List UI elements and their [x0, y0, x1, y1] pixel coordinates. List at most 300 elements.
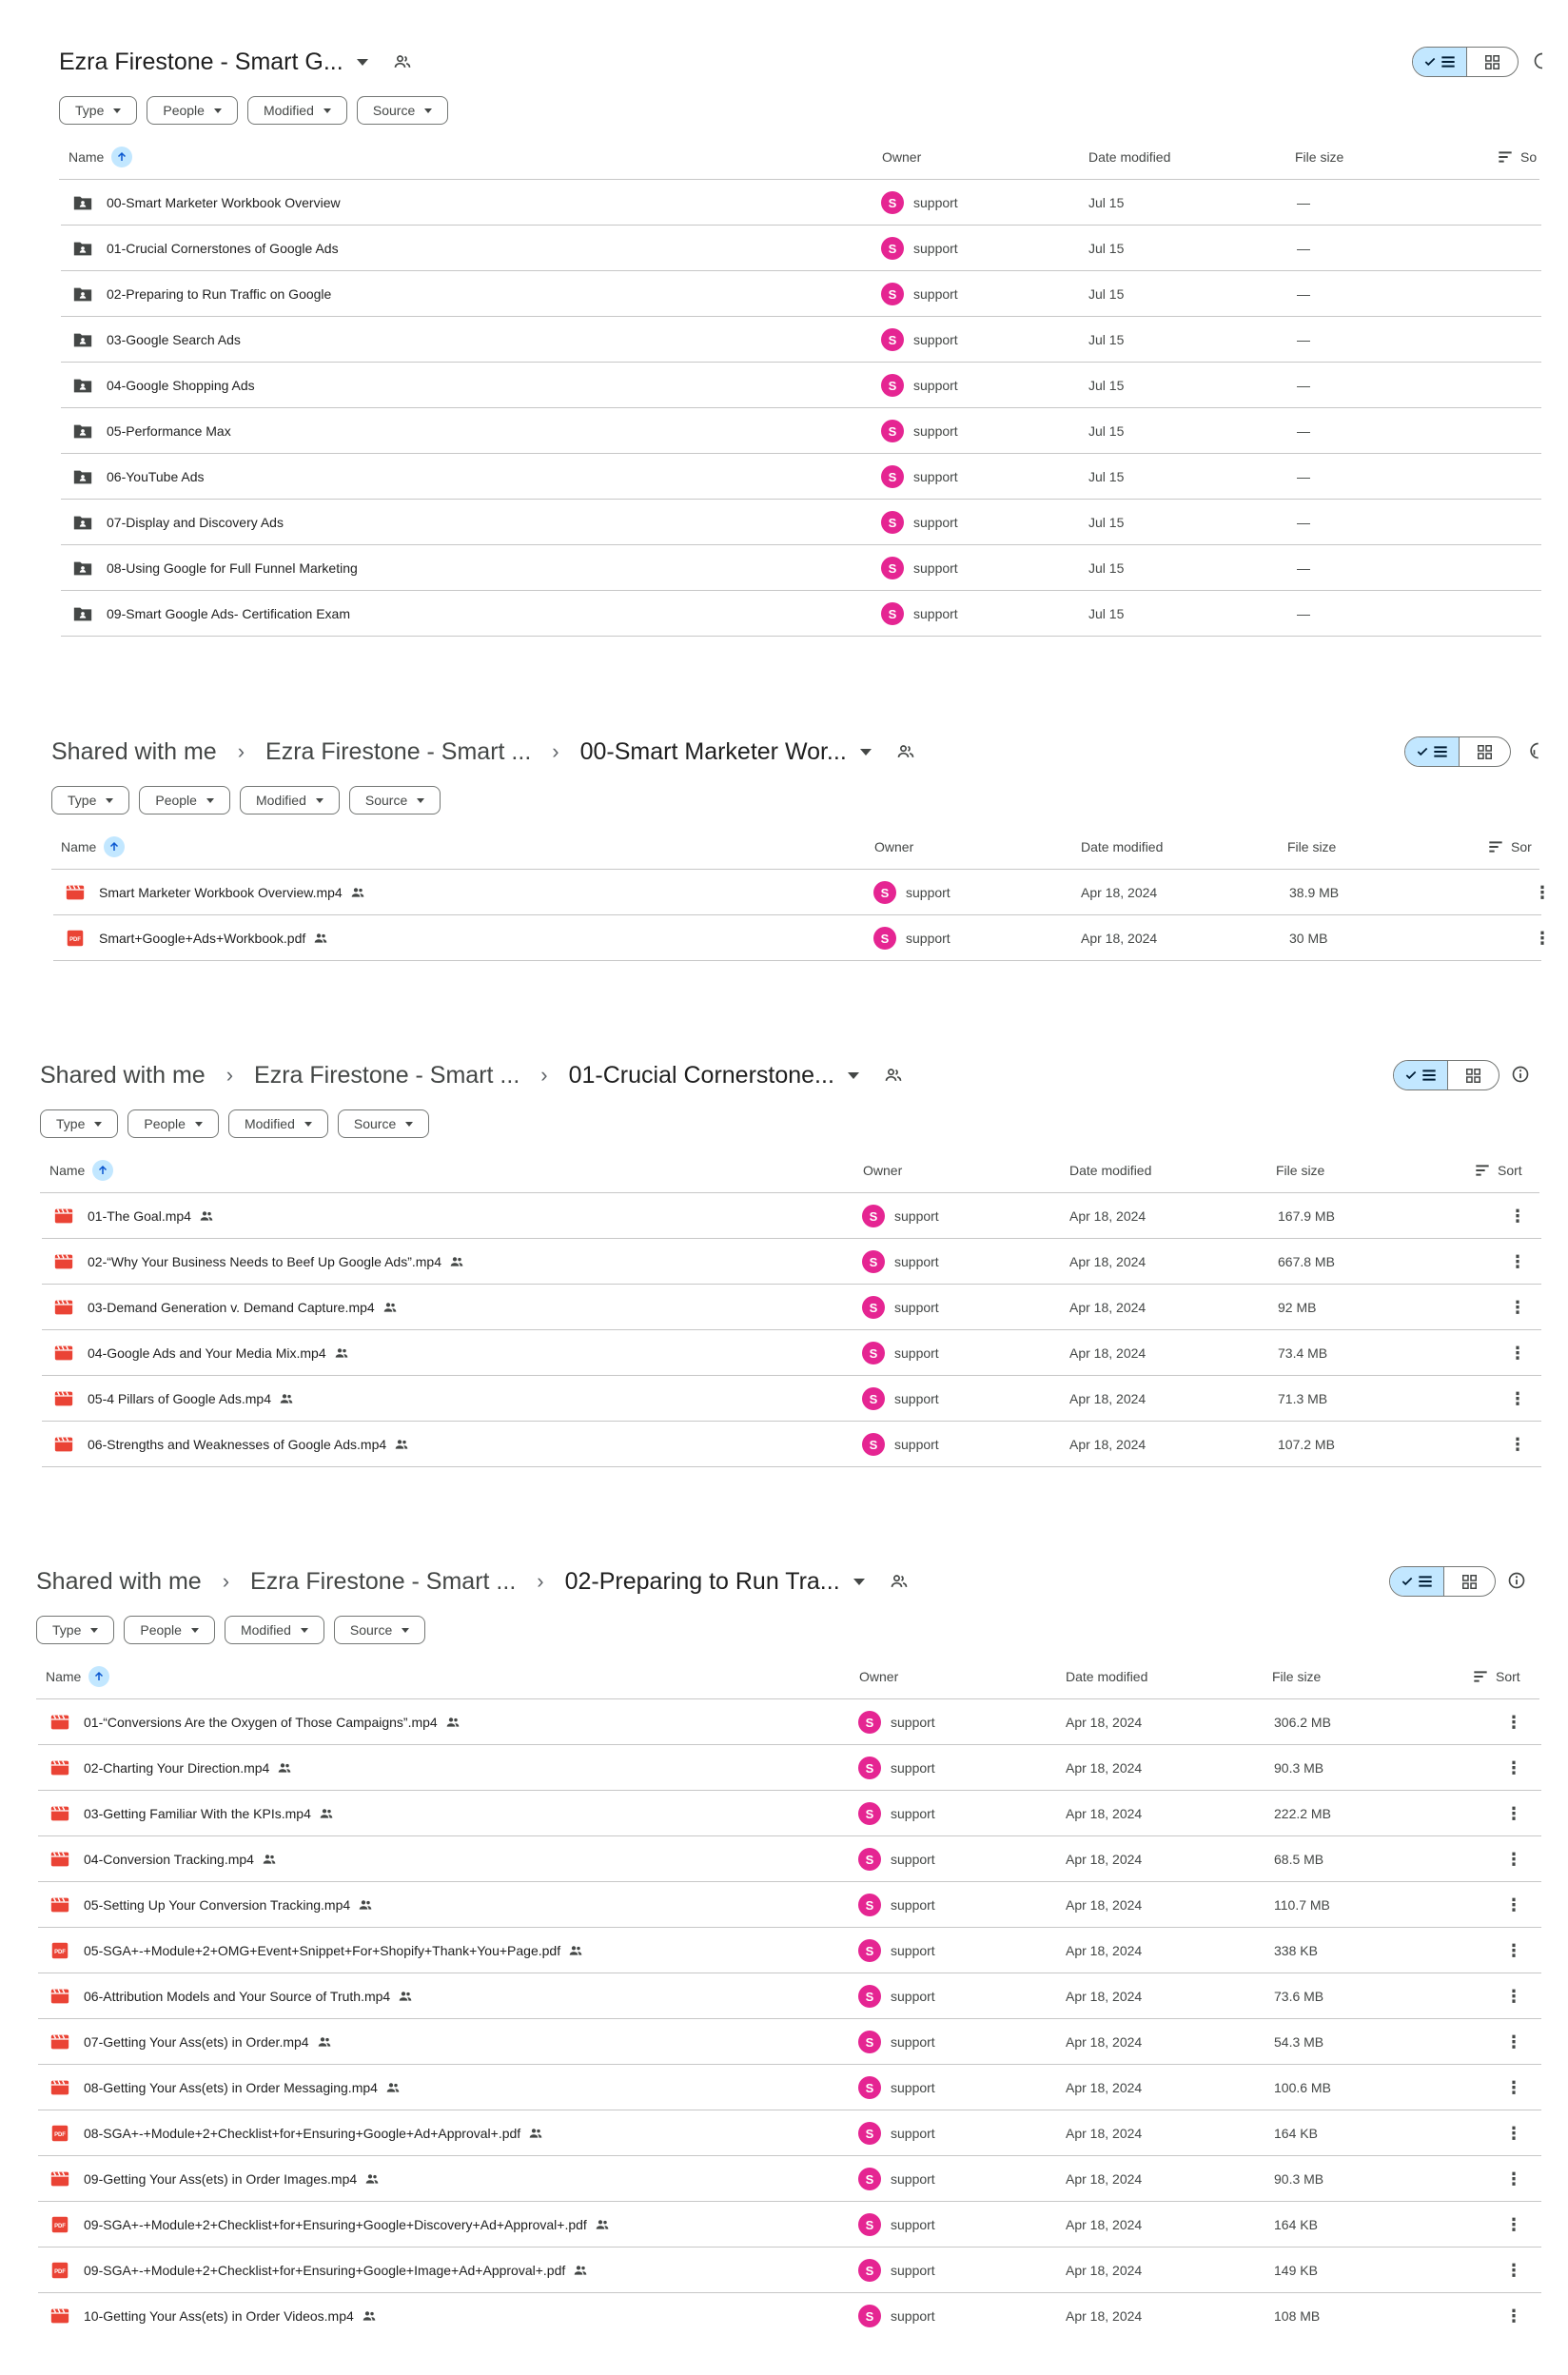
check-icon	[1404, 1069, 1418, 1082]
table-row[interactable]	[42, 1422, 1541, 1467]
avatar: S	[858, 1985, 881, 2008]
file-name-cell[interactable]	[49, 2293, 377, 2329]
breadcrumb	[51, 723, 915, 780]
sort-button[interactable]	[1488, 824, 1532, 870]
more-actions-icon[interactable]: ⋮	[1505, 2123, 1522, 2143]
file-name-cell[interactable]	[53, 1285, 398, 1330]
folder-title[interactable]: Ezra Firestone - Smart G...	[59, 48, 343, 75]
chevron-down-icon	[214, 108, 222, 113]
chevron-down-icon	[316, 798, 323, 803]
file-name: 03-Demand Generation v. Demand Capture.mp4	[88, 1300, 375, 1315]
owner-cell[interactable]	[858, 1928, 935, 1973]
owner-cell[interactable]	[858, 1745, 935, 1791]
modified-filter-chip[interactable]	[240, 786, 340, 815]
more-actions-icon[interactable]: ⋮	[1509, 1388, 1526, 1408]
file-size: —	[1297, 606, 1310, 621]
file-name-cell[interactable]	[72, 180, 341, 226]
table-row[interactable]	[53, 870, 1551, 915]
owner-cell[interactable]	[858, 1882, 935, 1928]
owner-name: support	[891, 2034, 935, 2050]
file-name: 07-Display and Discovery Ads	[107, 515, 284, 530]
table-row[interactable]	[53, 915, 1551, 961]
breadcrumb-parent-folder[interactable]: Ezra Firestone - Smart ...	[265, 737, 532, 765]
file-name: 02-“Why Your Business Needs to Beef Up Google Ads”.mp4	[88, 1254, 441, 1269]
shared-folder-icon	[72, 558, 93, 579]
file-name-cell[interactable]	[49, 1836, 277, 1882]
avatar: S	[858, 2305, 881, 2327]
date-modified: Apr 18, 2024	[1066, 2171, 1143, 2187]
video-file-icon	[49, 2306, 70, 2326]
grid-view-icon	[1485, 55, 1499, 69]
file-name-cell[interactable]	[49, 1882, 373, 1928]
table-row[interactable]	[61, 271, 1541, 317]
list-view-button[interactable]	[1405, 737, 1460, 766]
table-row[interactable]	[42, 1285, 1541, 1330]
current-folder-title[interactable]: 00-Smart Marketer Wor...	[579, 737, 847, 765]
more-actions-icon[interactable]: ⋮	[1505, 2032, 1522, 2051]
owner-cell[interactable]	[862, 1330, 939, 1376]
file-name-cell[interactable]	[72, 454, 205, 500]
chevron-down-icon	[323, 108, 331, 113]
owner-cell[interactable]	[862, 1285, 939, 1330]
owner-name: support	[891, 1989, 935, 2004]
column-label: File size	[1276, 1163, 1325, 1178]
more-actions-icon[interactable]: ⋮	[1505, 1849, 1522, 1869]
file-size: 100.6 MB	[1274, 2080, 1331, 2095]
file-name-cell[interactable]	[72, 271, 331, 317]
file-name: 08-SGA+-+Module+2+Checklist+for+Ensuring+Google+Ad+Approval+.pdf	[84, 2126, 521, 2141]
list-view-button[interactable]	[1390, 1567, 1444, 1596]
file-size: —	[1297, 241, 1310, 256]
owner-cell[interactable]	[858, 2110, 935, 2156]
owner-cell[interactable]	[881, 317, 958, 363]
file-name-cell[interactable]	[49, 1928, 583, 1973]
shared-people-icon	[890, 1572, 909, 1591]
more-actions-icon[interactable]: ⋮	[1534, 882, 1551, 902]
owner-cell[interactable]	[862, 1239, 939, 1285]
list-view-button[interactable]	[1413, 48, 1467, 76]
modified-filter-chip[interactable]	[228, 1109, 328, 1138]
table-row[interactable]	[61, 545, 1541, 591]
more-actions-icon[interactable]: ⋮	[1505, 2214, 1522, 2234]
table-header	[59, 134, 1539, 180]
owner-cell[interactable]	[858, 2202, 935, 2247]
owner-name: support	[891, 2126, 935, 2141]
owner-cell[interactable]	[858, 1699, 935, 1745]
owner-name: support	[894, 1208, 939, 1224]
column-label: Date modified	[1069, 1163, 1152, 1178]
breadcrumb-shared-with-me[interactable]: Shared with me	[36, 1567, 202, 1595]
file-name-cell[interactable]	[53, 1330, 349, 1376]
source-filter-chip[interactable]	[338, 1109, 429, 1138]
file-name: Smart Marketer Workbook Overview.mp4	[99, 885, 343, 900]
owner-cell[interactable]	[862, 1193, 939, 1239]
video-file-icon	[53, 1206, 74, 1227]
arrow-up-icon[interactable]	[104, 836, 125, 857]
more-actions-icon[interactable]: ⋮	[1509, 1297, 1526, 1317]
date-modified: Apr 18, 2024	[1066, 1852, 1143, 1867]
table-row[interactable]	[38, 1882, 1541, 1928]
chevron-down-icon[interactable]	[853, 1579, 865, 1585]
file-name-cell[interactable]	[49, 1791, 334, 1836]
size-column-header[interactable]	[1272, 1654, 1321, 1699]
more-actions-icon[interactable]: ⋮	[1509, 1434, 1526, 1454]
table-row[interactable]	[38, 2156, 1541, 2202]
grid-view-button[interactable]	[1444, 1567, 1495, 1596]
file-name-cell[interactable]	[53, 1193, 214, 1239]
avatar: S	[858, 1939, 881, 1962]
more-actions-icon[interactable]: ⋮	[1505, 1803, 1522, 1823]
file-name: 05-Setting Up Your Conversion Tracking.mp4	[84, 1897, 351, 1913]
owner-cell[interactable]	[881, 363, 958, 408]
more-actions-icon[interactable]: ⋮	[1505, 2306, 1522, 2326]
column-label: Owner	[874, 839, 914, 854]
shared-folder-icon	[72, 421, 93, 442]
owner-cell[interactable]	[881, 454, 958, 500]
chevron-down-icon	[90, 1628, 98, 1633]
file-name: 04-Google Ads and Your Media Mix.mp4	[88, 1345, 326, 1361]
file-name: 05-SGA+-+Module+2+OMG+Event+Snippet+For+Shopify+Thank+You+Page.pdf	[84, 1943, 561, 1958]
file-name-cell[interactable]	[72, 317, 241, 363]
owner-name: support	[891, 1760, 935, 1776]
table-row[interactable]	[38, 2247, 1541, 2293]
shared-people-icon	[382, 1300, 398, 1315]
file-name: 04-Conversion Tracking.mp4	[84, 1852, 254, 1867]
people-filter-chip[interactable]	[139, 786, 230, 815]
more-actions-icon[interactable]: ⋮	[1505, 2260, 1522, 2280]
owner-name: support	[913, 560, 958, 576]
video-file-icon	[49, 2077, 70, 2098]
date-modified: Jul 15	[1088, 241, 1125, 256]
chip-label: Source	[353, 1116, 397, 1131]
source-filter-chip[interactable]	[357, 96, 448, 125]
sort-icon	[1498, 151, 1513, 163]
chevron-right-icon: ›	[540, 1063, 548, 1087]
avatar: S	[881, 465, 904, 488]
date-column-header[interactable]	[1069, 1148, 1151, 1193]
date-modified: Apr 18, 2024	[1066, 1897, 1143, 1913]
shared-folder-icon	[72, 284, 93, 304]
file-name: Smart+Google+Ads+Workbook.pdf	[99, 931, 306, 946]
avatar: S	[858, 1757, 881, 1779]
table-row[interactable]	[38, 1928, 1541, 1973]
current-folder-title[interactable]: 02-Preparing to Run Tra...	[564, 1567, 840, 1595]
chevron-right-icon: ›	[537, 1569, 544, 1593]
file-name-cell[interactable]	[49, 2019, 332, 2065]
owner-name: support	[891, 1806, 935, 1821]
breadcrumb-shared-with-me[interactable]: Shared with me	[51, 737, 217, 765]
owner-name: support	[913, 423, 958, 439]
owner-cell[interactable]	[858, 2019, 935, 2065]
owner-name: support	[891, 1715, 935, 1730]
file-name-cell[interactable]	[72, 500, 284, 545]
date-column-header[interactable]	[1081, 824, 1163, 870]
table-row[interactable]	[38, 2202, 1541, 2247]
column-label: Owner	[863, 1163, 903, 1178]
chip-label: Modified	[240, 1622, 291, 1638]
grid-view-button[interactable]	[1467, 48, 1518, 76]
owner-name: support	[891, 2080, 935, 2095]
breadcrumb-parent-folder[interactable]: Ezra Firestone - Smart ...	[250, 1567, 517, 1595]
panel-00-workbook-overview	[49, 723, 1551, 971]
panel-02-preparing-to-run-traffic	[34, 1553, 1541, 2329]
file-name-cell[interactable]	[49, 1745, 292, 1791]
info-icon[interactable]	[1511, 1065, 1530, 1084]
file-name-cell[interactable]	[49, 1973, 413, 2019]
file-name-cell[interactable]	[72, 226, 339, 271]
date-modified: Apr 18, 2024	[1066, 1989, 1143, 2004]
date-modified: Apr 18, 2024	[1069, 1437, 1147, 1452]
owner-cell[interactable]	[862, 1422, 939, 1467]
owner-cell[interactable]	[881, 591, 958, 637]
column-label: Date modified	[1088, 149, 1171, 165]
video-file-icon	[53, 1434, 74, 1455]
more-actions-icon[interactable]: ⋮	[1505, 1712, 1522, 1732]
table-row[interactable]	[61, 500, 1541, 545]
owner-cell[interactable]	[873, 915, 951, 961]
avatar: S	[881, 191, 904, 214]
file-name: 10-Getting Your Ass(ets) in Order Videos.mp4	[84, 2308, 354, 2324]
video-file-icon	[53, 1343, 74, 1364]
file-size: 90.3 MB	[1274, 1760, 1324, 1776]
filter-bar	[59, 96, 448, 125]
owner-cell[interactable]	[881, 180, 958, 226]
file-name-cell[interactable]	[53, 1376, 294, 1422]
table-row[interactable]	[38, 1745, 1541, 1791]
check-icon	[1416, 745, 1429, 758]
info-icon[interactable]	[1507, 1571, 1526, 1590]
more-actions-icon[interactable]: ⋮	[1505, 1757, 1522, 1777]
shared-people-icon	[319, 1806, 334, 1821]
table-row[interactable]	[42, 1376, 1541, 1422]
table-row[interactable]	[38, 1973, 1541, 2019]
view-toggle	[1389, 1566, 1496, 1597]
table-row[interactable]	[38, 1699, 1541, 1745]
source-filter-chip[interactable]	[334, 1616, 425, 1644]
svg-text:PDF: PDF	[54, 2223, 66, 2229]
grid-view-button[interactable]	[1460, 737, 1510, 766]
breadcrumb-shared-with-me[interactable]: Shared with me	[40, 1061, 206, 1089]
people-filter-chip[interactable]	[124, 1616, 215, 1644]
file-name-cell[interactable]	[72, 591, 350, 637]
chevron-right-icon: ›	[237, 739, 245, 763]
table-row[interactable]	[61, 454, 1541, 500]
owner-name: support	[913, 286, 958, 302]
shared-folder-icon	[72, 375, 93, 396]
type-filter-chip[interactable]	[40, 1109, 118, 1138]
avatar: S	[862, 1342, 885, 1364]
file-name-cell[interactable]	[49, 2065, 401, 2110]
table-row[interactable]	[42, 1330, 1541, 1376]
owner-name: support	[906, 931, 951, 946]
sort-label: Sor	[1511, 839, 1532, 854]
column-label: File size	[1287, 839, 1337, 854]
file-name-cell[interactable]	[53, 1422, 409, 1467]
chevron-down-icon[interactable]	[860, 749, 872, 756]
file-name-cell[interactable]	[49, 2110, 543, 2156]
people-filter-chip[interactable]	[147, 96, 238, 125]
video-file-icon	[65, 882, 86, 903]
table-row[interactable]	[61, 591, 1541, 637]
date-modified: Jul 15	[1088, 378, 1125, 393]
shared-people-icon	[595, 2217, 610, 2232]
owner-name: support	[894, 1254, 939, 1269]
column-label: Owner	[859, 1669, 899, 1684]
owner-column-header	[874, 824, 913, 870]
table-row[interactable]	[61, 408, 1541, 454]
chevron-down-icon	[195, 1122, 203, 1127]
arrow-up-icon[interactable]	[111, 147, 132, 167]
owner-cell[interactable]	[881, 408, 958, 454]
file-size: —	[1297, 195, 1310, 210]
grid-view-icon	[1478, 745, 1492, 759]
file-name-cell[interactable]	[72, 408, 231, 454]
avatar: S	[858, 2213, 881, 2236]
sort-button[interactable]	[1475, 1148, 1522, 1193]
owner-name: support	[913, 195, 958, 210]
date-modified: Apr 18, 2024	[1066, 1760, 1143, 1776]
table-row[interactable]	[38, 1836, 1541, 1882]
more-actions-icon[interactable]: ⋮	[1505, 1986, 1522, 2006]
grid-view-icon	[1466, 1069, 1480, 1083]
column-label: Date modified	[1081, 839, 1164, 854]
date-modified: Jul 15	[1088, 515, 1125, 530]
table-row[interactable]	[38, 2293, 1541, 2329]
modified-filter-chip[interactable]	[225, 1616, 324, 1644]
file-size: —	[1297, 332, 1310, 347]
table-row[interactable]	[61, 317, 1541, 363]
owner-cell[interactable]	[858, 1973, 935, 2019]
size-column-header[interactable]	[1295, 134, 1343, 180]
chevron-down-icon[interactable]	[848, 1072, 859, 1079]
owner-cell[interactable]	[858, 2065, 935, 2110]
owner-name: support	[894, 1391, 939, 1406]
filter-bar	[51, 786, 441, 815]
size-column-header[interactable]	[1287, 824, 1336, 870]
name-column-header[interactable]	[49, 1148, 113, 1193]
shared-people-icon	[393, 52, 412, 71]
owner-cell[interactable]	[858, 2247, 935, 2293]
table-row[interactable]	[38, 2110, 1541, 2156]
table-row[interactable]	[42, 1239, 1541, 1285]
info-icon[interactable]	[1532, 51, 1543, 70]
size-column-header[interactable]	[1276, 1148, 1324, 1193]
table-row[interactable]	[38, 2065, 1541, 2110]
file-name-cell[interactable]	[65, 915, 328, 961]
sort-label: Sort	[1498, 1163, 1522, 1178]
modified-filter-chip[interactable]	[247, 96, 347, 125]
table-row[interactable]	[61, 226, 1541, 271]
owner-cell[interactable]	[881, 226, 958, 271]
type-filter-chip[interactable]	[59, 96, 137, 125]
owner-cell[interactable]	[858, 1836, 935, 1882]
info-icon[interactable]	[1524, 741, 1539, 760]
owner-cell[interactable]	[881, 271, 958, 317]
file-name-cell[interactable]	[72, 545, 358, 591]
arrow-up-icon[interactable]	[92, 1160, 113, 1181]
name-column-header[interactable]	[46, 1654, 109, 1699]
more-actions-icon[interactable]: ⋮	[1505, 2077, 1522, 2097]
file-name-cell[interactable]	[49, 2202, 610, 2247]
chevron-down-icon[interactable]	[357, 59, 368, 66]
current-folder-title[interactable]: 01-Crucial Cornerstone...	[568, 1061, 834, 1089]
sort-button[interactable]	[1498, 134, 1537, 180]
breadcrumb-parent-folder[interactable]: Ezra Firestone - Smart ...	[254, 1061, 520, 1089]
file-name-cell[interactable]	[72, 363, 255, 408]
column-label: File size	[1295, 149, 1344, 165]
shared-people-icon	[364, 2171, 380, 2187]
owner-cell[interactable]	[881, 545, 958, 591]
sort-icon	[1475, 1165, 1490, 1176]
type-filter-chip[interactable]	[36, 1616, 114, 1644]
table-row[interactable]	[61, 180, 1541, 226]
file-name: 01-“Conversions Are the Oxygen of Those Campaigns”.mp4	[84, 1715, 438, 1730]
chevron-down-icon	[424, 108, 432, 113]
more-actions-icon[interactable]: ⋮	[1534, 928, 1551, 948]
list-view-icon	[1441, 55, 1456, 69]
sort-button[interactable]	[1473, 1654, 1520, 1699]
owner-cell[interactable]	[873, 870, 951, 915]
table-row[interactable]	[38, 1791, 1541, 1836]
more-actions-icon[interactable]: ⋮	[1505, 1940, 1522, 1960]
date-column-header[interactable]	[1066, 1654, 1147, 1699]
date-column-header[interactable]	[1088, 134, 1170, 180]
list-view-button[interactable]	[1394, 1061, 1448, 1089]
table-header	[51, 824, 1539, 870]
more-actions-icon[interactable]: ⋮	[1505, 2169, 1522, 2189]
check-icon	[1401, 1575, 1414, 1588]
arrow-up-icon[interactable]	[88, 1666, 109, 1687]
file-name-cell[interactable]	[49, 2156, 380, 2202]
video-file-icon	[53, 1388, 74, 1409]
name-column-header[interactable]	[69, 134, 132, 180]
pdf-file-icon	[65, 928, 86, 949]
file-name-cell[interactable]	[65, 870, 365, 915]
shared-people-icon	[528, 2126, 543, 2141]
file-size: 338 KB	[1274, 1943, 1318, 1958]
name-column-header[interactable]	[61, 824, 125, 870]
owner-cell[interactable]	[881, 500, 958, 545]
table-row[interactable]	[38, 2019, 1541, 2065]
avatar: S	[881, 602, 904, 625]
owner-cell[interactable]	[858, 2293, 935, 2329]
date-modified: Apr 18, 2024	[1069, 1254, 1147, 1269]
file-name-cell[interactable]	[49, 1699, 461, 1745]
table-row[interactable]	[42, 1193, 1541, 1239]
owner-cell[interactable]	[858, 2156, 935, 2202]
chevron-down-icon	[402, 1628, 409, 1633]
type-filter-chip[interactable]	[51, 786, 129, 815]
more-actions-icon[interactable]: ⋮	[1509, 1343, 1526, 1363]
owner-cell[interactable]	[858, 1791, 935, 1836]
file-name-cell[interactable]	[53, 1239, 464, 1285]
table-row[interactable]	[61, 363, 1541, 408]
avatar: S	[881, 557, 904, 579]
file-name-cell[interactable]	[49, 2247, 588, 2293]
grid-view-button[interactable]	[1448, 1061, 1499, 1089]
date-modified: Apr 18, 2024	[1066, 2034, 1143, 2050]
owner-cell[interactable]	[862, 1376, 939, 1422]
source-filter-chip[interactable]	[349, 786, 441, 815]
owner-column-header	[882, 134, 921, 180]
shared-people-icon	[358, 1897, 373, 1913]
people-filter-chip[interactable]	[127, 1109, 219, 1138]
file-name: 06-Attribution Models and Your Source of Truth.mp4	[84, 1989, 391, 2004]
more-actions-icon[interactable]: ⋮	[1509, 1206, 1526, 1226]
date-modified: Apr 18, 2024	[1066, 2308, 1143, 2324]
more-actions-icon[interactable]: ⋮	[1505, 1894, 1522, 1914]
more-actions-icon[interactable]: ⋮	[1509, 1251, 1526, 1271]
